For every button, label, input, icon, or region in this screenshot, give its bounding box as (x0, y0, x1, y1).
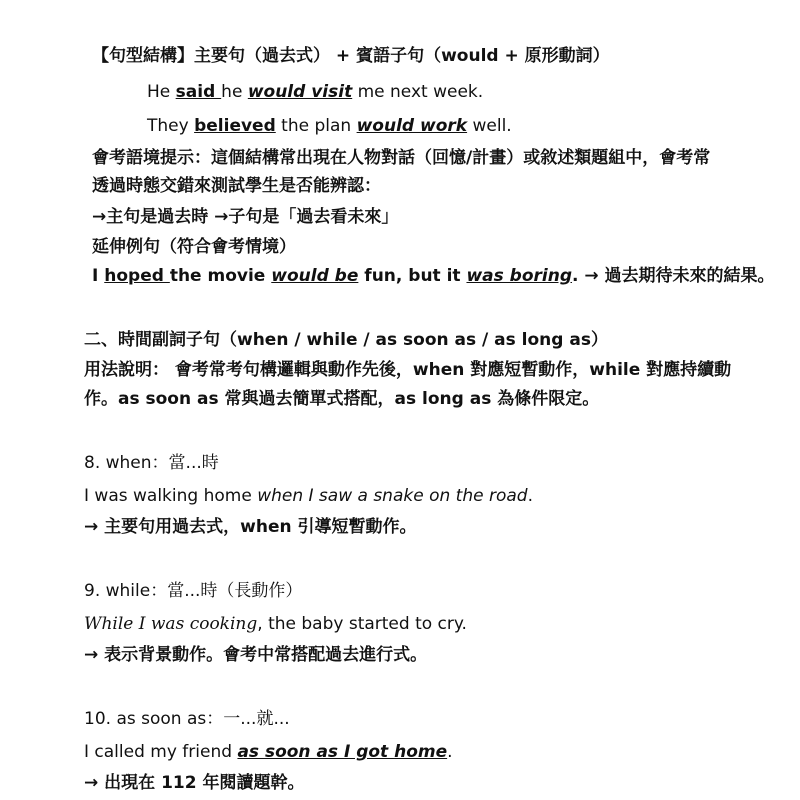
usage-line-1: 用法說明： 會考常考句構邏輯與動作先後，when 對應短暫動作，while 對應持續動 (84, 360, 732, 380)
text-fragment: He (147, 82, 176, 102)
usage-line-2: 作。as soon as 常與過去簡單式搭配，as long as 為條件限定。 (84, 389, 600, 409)
example-sentence-2 (147, 114, 512, 138)
extension-title: 延伸例句（符合會考情境） (92, 237, 296, 257)
item-8-sentence (84, 484, 533, 508)
item-9-label: 9. while：當...時（長動作） (84, 581, 303, 601)
item-8-note: → 主要句用過去式，when 引導短暫動作。 (84, 517, 417, 537)
text-fragment: the plan (275, 116, 357, 136)
text-fragment: the movie (169, 266, 272, 286)
tip-line-2: 透過時態交錯來測試學生是否能辨認： (92, 176, 381, 196)
section-heading: 二、時間副詞子句（when / while / as soon as / as long as） (84, 330, 608, 350)
highlight-said: said (175, 82, 222, 102)
highlight-would-work: would work (356, 116, 468, 136)
text-fragment: he (221, 82, 248, 102)
text-fragment: . → 過去期待未來的結果。 (572, 266, 775, 286)
text-fragment: . (447, 742, 453, 762)
highlight-was-boring: was boring (466, 266, 573, 286)
highlight-would-visit: would visit (247, 82, 353, 102)
italic-clause: While I was cooking (84, 614, 258, 634)
text-fragment: I called my friend (84, 742, 238, 762)
text-fragment: They (147, 116, 195, 136)
text-fragment: I was walking home (84, 486, 258, 506)
item-9-sentence (84, 612, 467, 636)
item-8-label: 8. when：當...時 (84, 453, 219, 473)
text-fragment: well. (467, 116, 512, 136)
item-10-note: → 出現在 112 年閱讀題幹。 (84, 773, 305, 793)
text-fragment: fun, but it (358, 266, 467, 286)
item-9-note: → 表示背景動作。會考中常搭配過去進行式。 (84, 645, 428, 665)
text-fragment: I (92, 266, 105, 286)
item-10-sentence (84, 740, 453, 764)
extension-sentence (92, 264, 775, 288)
highlight-hoped: hoped (104, 266, 170, 286)
italic-clause: when I saw a snake on the road (257, 486, 528, 506)
highlight-would-be: would be (271, 266, 359, 286)
arrow-summary: →主句是過去時 →子句是「過去看未來」 (92, 207, 399, 227)
highlight-believed: believed (194, 116, 276, 136)
highlight-as-soon-as: as soon as I got home (237, 742, 448, 762)
tip-line-1: 會考語境提示：這個結構常出現在人物對話（回憶/計畫）或敘述類題組中，會考常 (92, 148, 711, 168)
example-sentence-1 (147, 80, 483, 104)
structure-title: 【句型結構】主要句（過去式） + 賓語子句（would + 原形動詞） (92, 46, 610, 66)
text-fragment: me next week. (352, 82, 484, 102)
text-fragment: . (527, 486, 533, 506)
item-10-label: 10. as soon as：一...就... (84, 709, 290, 729)
text-fragment: , the baby started to cry. (257, 614, 467, 634)
